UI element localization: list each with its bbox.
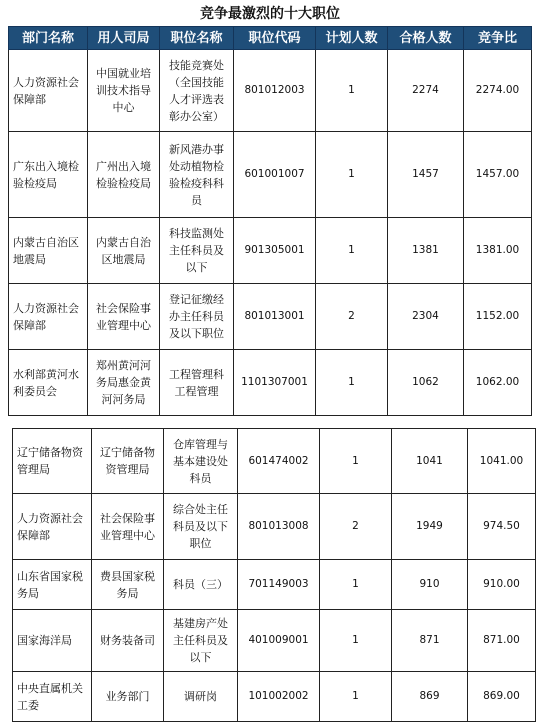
table-row xyxy=(8,284,532,350)
table-row xyxy=(12,560,536,610)
dept-cell: 水利部黄河水利委员会 xyxy=(8,350,88,416)
ratio-cell: 910.00 xyxy=(468,560,536,610)
table-row xyxy=(8,50,532,132)
bureau-cell: 社会保险事业管理中心 xyxy=(92,494,164,560)
ratio-cell: 869.00 xyxy=(468,672,536,722)
qualified-cell: 869 xyxy=(392,672,468,722)
plan-cell: 1 xyxy=(316,218,388,284)
bureau-cell: 中国就业培训技术指导中心 xyxy=(88,50,160,132)
code-cell: 1101307001 xyxy=(234,350,316,416)
header-qualified: 合格人数 xyxy=(388,26,464,50)
code-cell: 801013001 xyxy=(234,284,316,350)
qualified-cell: 1041 xyxy=(392,428,468,494)
bureau-cell: 社会保险事业管理中心 xyxy=(88,284,160,350)
header-code: 职位代码 xyxy=(234,26,316,50)
table-title: 竞争最激烈的十大职位 xyxy=(200,6,340,22)
position-cell: 技能竞赛处（全国技能人才评选表彰办公室） xyxy=(160,50,234,132)
position-cell: 基建房产处主任科员及以下 xyxy=(164,610,238,672)
qualified-cell: 2274 xyxy=(388,50,464,132)
qualified-cell: 1062 xyxy=(388,350,464,416)
position-cell: 科技监测处主任科员及以下 xyxy=(160,218,234,284)
ratio-cell: 2274.00 xyxy=(464,50,532,132)
qualified-cell: 1381 xyxy=(388,218,464,284)
ratio-cell: 1152.00 xyxy=(464,284,532,350)
ratio-cell: 1457.00 xyxy=(464,132,532,218)
dept-cell: 辽宁储备物资管理局 xyxy=(12,428,92,494)
code-cell: 801012003 xyxy=(234,50,316,132)
qualified-cell: 1457 xyxy=(388,132,464,218)
dept-cell: 国家海洋局 xyxy=(12,610,92,672)
plan-cell: 2 xyxy=(316,284,388,350)
table-row xyxy=(8,350,532,416)
header-position: 职位名称 xyxy=(160,26,234,50)
position-cell: 新风港办事处动植物检验检疫科科员 xyxy=(160,132,234,218)
code-cell: 801013008 xyxy=(238,494,320,560)
code-cell: 101002002 xyxy=(238,672,320,722)
qualified-cell: 871 xyxy=(392,610,468,672)
dept-cell: 内蒙古自治区地震局 xyxy=(8,218,88,284)
code-cell: 601474002 xyxy=(238,428,320,494)
dept-cell: 人力资源社会保障部 xyxy=(8,284,88,350)
table-row xyxy=(12,610,536,672)
table-header xyxy=(8,26,532,50)
position-cell: 仓库管理与基本建设处科员 xyxy=(164,428,238,494)
bureau-cell: 费县国家税务局 xyxy=(92,560,164,610)
header-plan: 计划人数 xyxy=(316,26,388,50)
position-cell: 调研岗 xyxy=(164,672,238,722)
code-cell: 701149003 xyxy=(238,560,320,610)
bureau-cell: 业务部门 xyxy=(92,672,164,722)
qualified-cell: 1949 xyxy=(392,494,468,560)
dept-cell: 广东出入境检验检疫局 xyxy=(8,132,88,218)
code-cell: 401009001 xyxy=(238,610,320,672)
bureau-cell: 内蒙古自治区地震局 xyxy=(88,218,160,284)
plan-cell: 1 xyxy=(316,50,388,132)
table-row xyxy=(8,218,532,284)
bureau-cell: 财务装备司 xyxy=(92,610,164,672)
dept-cell: 中央直属机关工委 xyxy=(12,672,92,722)
code-cell: 601001007 xyxy=(234,132,316,218)
plan-cell: 1 xyxy=(320,428,392,494)
code-cell: 901305001 xyxy=(234,218,316,284)
table-row xyxy=(12,428,536,494)
header-bureau: 用人司局 xyxy=(88,26,160,50)
dept-cell: 山东省国家税务局 xyxy=(12,560,92,610)
plan-cell: 2 xyxy=(320,494,392,560)
header-dept: 部门名称 xyxy=(8,26,88,50)
ratio-cell: 1041.00 xyxy=(468,428,536,494)
plan-cell: 1 xyxy=(320,610,392,672)
table-row xyxy=(12,494,536,560)
plan-cell: 1 xyxy=(320,560,392,610)
plan-cell: 1 xyxy=(316,132,388,218)
ratio-cell: 871.00 xyxy=(468,610,536,672)
position-cell: 登记征缴经办主任科员及以下职位 xyxy=(160,284,234,350)
bureau-cell: 辽宁储备物资管理局 xyxy=(92,428,164,494)
ratio-cell: 1381.00 xyxy=(464,218,532,284)
position-cell: 综合处主任科员及以下职位 xyxy=(164,494,238,560)
table-row xyxy=(8,132,532,218)
plan-cell: 1 xyxy=(320,672,392,722)
table-row xyxy=(12,672,536,722)
header-ratio: 竞争比 xyxy=(464,26,532,50)
position-cell: 科员（三） xyxy=(164,560,238,610)
dept-cell: 人力资源社会保障部 xyxy=(8,50,88,132)
dept-cell: 人力资源社会保障部 xyxy=(12,494,92,560)
plan-cell: 1 xyxy=(316,350,388,416)
bureau-cell: 郑州黄河河务局惠金黄河河务局 xyxy=(88,350,160,416)
qualified-cell: 2304 xyxy=(388,284,464,350)
ratio-cell: 1062.00 xyxy=(464,350,532,416)
qualified-cell: 910 xyxy=(392,560,468,610)
ratio-cell: 974.50 xyxy=(468,494,536,560)
bureau-cell: 广州出入境检验检疫局 xyxy=(88,132,160,218)
position-cell: 工程管理科工程管理 xyxy=(160,350,234,416)
